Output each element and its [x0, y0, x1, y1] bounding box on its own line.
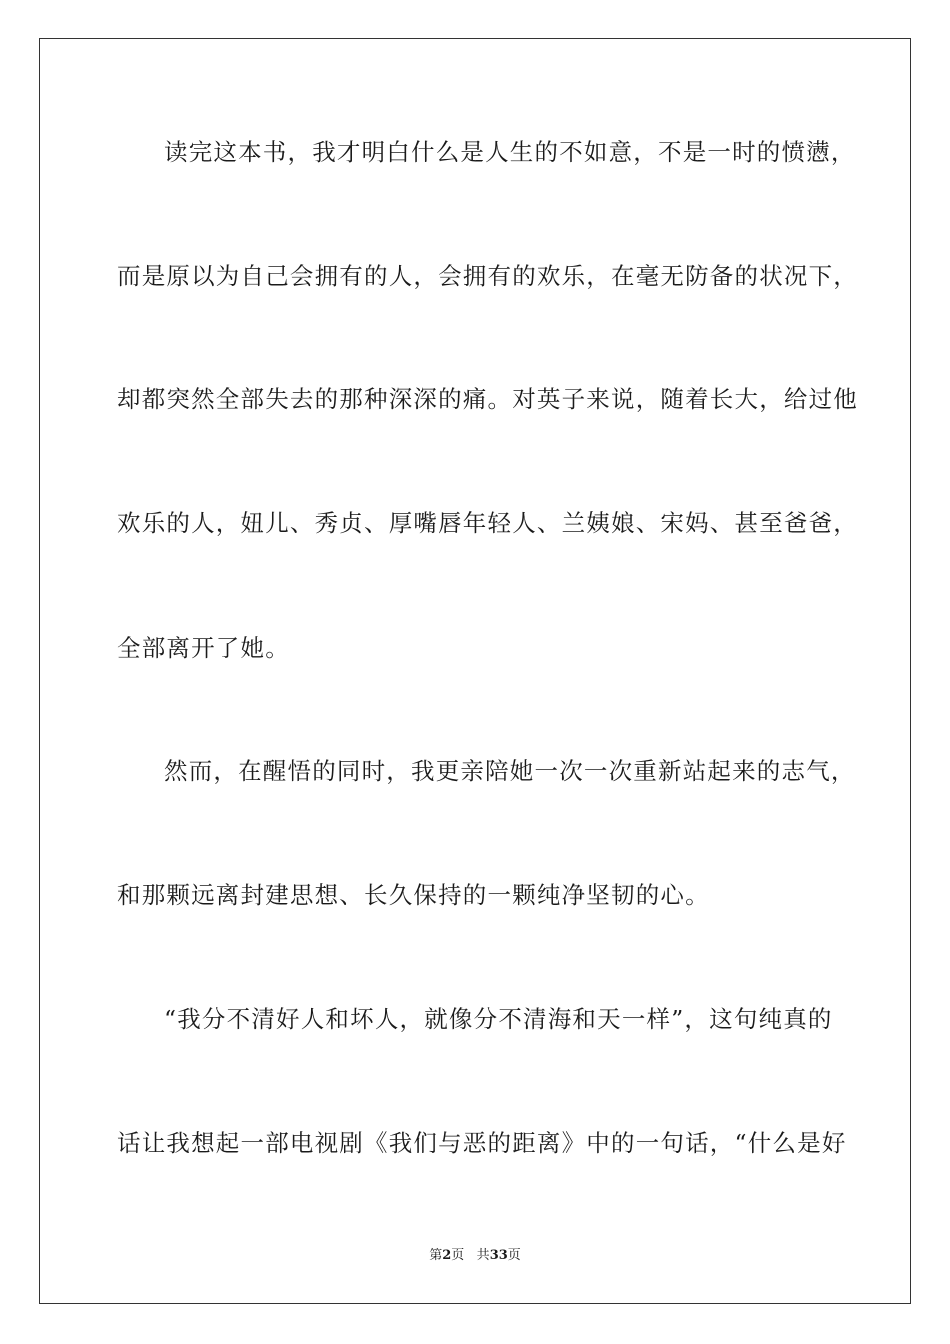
total-suffix: 页: [507, 1248, 521, 1263]
paragraph-line: 读完这本书，我才明白什么是人生的不如意，不是一时的愤懑，: [164, 138, 856, 166]
paragraph-line: 却都突然全部失去的那种深深的痛。对英子来说，随着长大，给过他: [117, 385, 858, 413]
page-frame: [39, 38, 911, 1304]
total-pages: 33: [489, 1248, 508, 1263]
paragraph-line: 而是原以为自己会拥有的人，会拥有的欢乐，在毫无防备的状况下，: [117, 262, 858, 290]
page-number: 2: [442, 1248, 452, 1263]
paragraph-line: 然而，在醒悟的同时，我更亲陪她一次一次重新站起来的志气，: [164, 757, 856, 785]
paragraph-line: 和那颗远离封建思想、长久保持的一颗纯净坚韧的心。: [117, 881, 710, 909]
page-footer: [0, 1247, 950, 1265]
paragraph-line: “我分不清好人和坏人，就像分不清海和天一样”，这句纯真的: [164, 1005, 833, 1033]
page-suffix: 页: [451, 1248, 465, 1263]
total-prefix: 共: [476, 1248, 490, 1263]
paragraph-line: 全部离开了她。: [117, 634, 290, 662]
paragraph-line: 话让我想起一部电视剧《我们与恶的距离》中的一句话，“什么是好: [117, 1129, 847, 1157]
paragraph-line: 欢乐的人，妞儿、秀贞、厚嘴唇年轻人、兰姨娘、宋妈、甚至爸爸，: [117, 509, 858, 537]
page-prefix: 第: [429, 1248, 443, 1263]
